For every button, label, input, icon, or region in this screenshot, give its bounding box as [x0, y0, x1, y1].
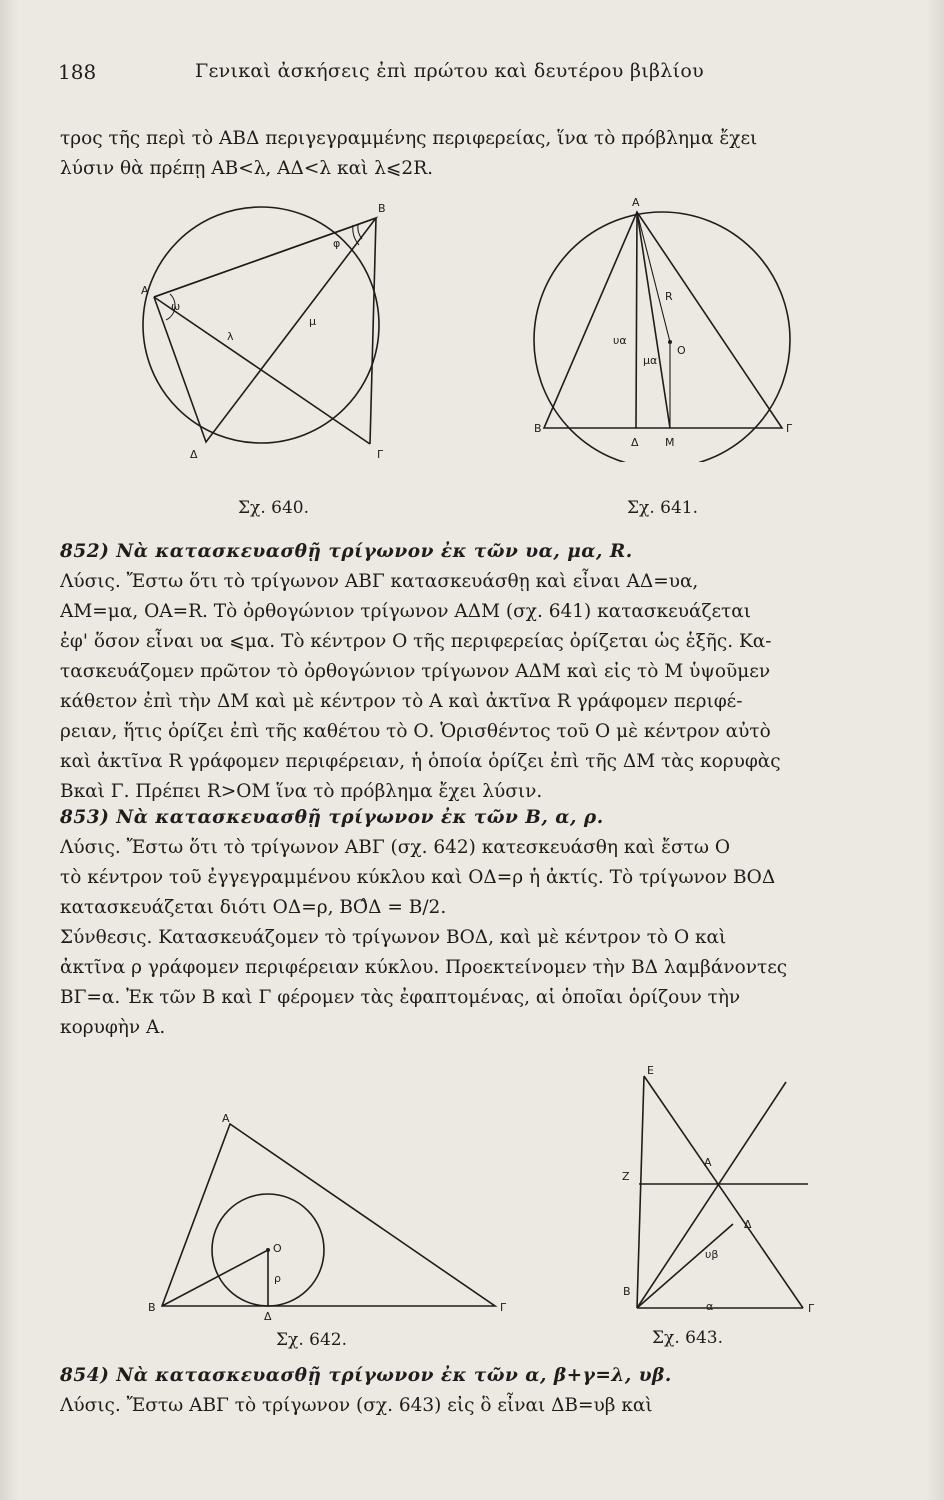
- label-R: R: [665, 290, 673, 303]
- label-D: Δ: [631, 436, 639, 449]
- center-O: [266, 1248, 270, 1252]
- problem-853: [60, 803, 902, 1043]
- label-D: Δ: [744, 1218, 752, 1231]
- median-AM: [637, 212, 670, 428]
- p852-line-4: τασκευάζομεν πρῶτον τὸ ὀρθογώνιον τρίγωνον ΑΔΜ καὶ εἰς τὸ Μ ὑψοῦμεν: [60, 661, 771, 682]
- line-BA-extended: [637, 1082, 786, 1308]
- label-D: Δ: [190, 448, 198, 461]
- page-number: 188: [58, 60, 97, 84]
- label-E: E: [647, 1064, 654, 1077]
- label-rho: ρ: [274, 1272, 281, 1285]
- p854-line-1: Λύσις. Ἔστω ΑΒΓ τὸ τρίγωνον (σχ. 643) εἰς ὃ εἶναι ΔΒ=υβ καὶ: [60, 1395, 653, 1416]
- label-A: A: [222, 1112, 230, 1125]
- intro-paragraph: [60, 124, 902, 184]
- label-u-a: υα: [613, 334, 627, 347]
- p853-line-3: κατασκευάζεται διότι ΟΔ=ρ, ΒΟ̂Δ = Β/2.: [60, 897, 447, 918]
- p853-synthesis-4: κορυφὴν Α.: [60, 1017, 166, 1038]
- line-EG: [644, 1076, 803, 1308]
- figure-641: [520, 192, 820, 462]
- problem-852: [60, 537, 902, 807]
- label-A: A: [704, 1156, 712, 1169]
- p852-line-1: Λύσις. Ἔστω ὅτι τὸ τρίγωνον ΑΒΓ κατασκευάσθῃ καὶ εἶναι ΑΔ=υα,: [60, 571, 699, 592]
- quadrilateral-ABD: [154, 218, 376, 442]
- p852-line-7: καὶ ἀκτῖνα R γράφομεν περιφέρειαν, ἡ ὁποία ὁρίζει ἐπὶ τῆς ΔΜ τὰς κορυφὰς: [60, 751, 781, 772]
- p853-line-1: Λύσις. Ἔστω ὅτι τὸ τρίγωνον ΑΒΓ (σχ. 642) κατεσκευάσθη καὶ ἔστω Ο: [60, 837, 731, 858]
- label-lambda: λ: [227, 330, 234, 343]
- circumcircle: [143, 207, 379, 443]
- label-phi: φ: [333, 237, 341, 250]
- p852-line-8: Βκαὶ Γ. Πρέπει R>ΟΜ ἵνα τὸ πρόβλημα ἔχει λύσιν.: [60, 781, 543, 802]
- running-title: Γενικαὶ ἀσκήσεις ἐπὶ πρώτου καὶ δευτέρου βιβλίου: [195, 60, 704, 82]
- caption-643: Σχ. 643.: [652, 1328, 723, 1348]
- label-G: Γ: [786, 422, 793, 435]
- label-G: Γ: [808, 1302, 815, 1315]
- figure-640: [130, 192, 420, 482]
- label-B: B: [378, 202, 386, 215]
- side-BG: [370, 218, 376, 444]
- label-A: A: [632, 196, 640, 209]
- intro-line-1: τρος τῆς περὶ τὸ ΑΒΔ περιγεγραμμένης περιφερείας, ἵνα τὸ πρόβλημα ἔχει: [60, 128, 758, 149]
- figure-642: [140, 1110, 520, 1320]
- page-header: [58, 60, 878, 90]
- diagonal-AG: [154, 297, 370, 444]
- p853-synthesis-2: ἀκτῖνα ρ γράφομεν περιφέρειαν κύκλου. Προεκτείνομεν τὴν ΒΔ λαμβάνοντες: [60, 957, 788, 978]
- intro-line-2: λύσιν θὰ πρέπῃ ΑΒ<λ, ΑΔ<λ καὶ λ⩽2R.: [60, 158, 433, 179]
- problem-854: [60, 1361, 902, 1421]
- segment-EB: [637, 1076, 644, 1308]
- figure-643: [600, 1062, 840, 1322]
- label-omega: ω: [171, 300, 181, 313]
- label-u-b: υβ: [705, 1248, 719, 1261]
- caption-641: Σχ. 641.: [627, 498, 698, 518]
- label-G: Γ: [500, 1301, 507, 1314]
- segment-BO: [162, 1250, 268, 1306]
- label-mu-a: μα: [643, 354, 658, 367]
- label-D: Δ: [264, 1310, 272, 1320]
- altitude-AD: [636, 212, 637, 428]
- heading-852: 852) Νὰ κατασκευασθῇ τρίγωνον ἐκ τῶν υα, μα, R.: [60, 541, 633, 562]
- label-Z: Z: [622, 1170, 630, 1183]
- p852-line-3: ἐφ' ὅσον εἶναι υα ⩽μα. Τὸ κέντρον Ο τῆς περιφερείας ὁρίζεται ὡς ἑξῆς. Κα-: [60, 631, 772, 652]
- caption-640: Σχ. 640.: [238, 498, 309, 518]
- label-M: M: [665, 436, 675, 449]
- label-O: O: [273, 1242, 282, 1255]
- p853-synthesis-3: ΒΓ=α. Ἐκ τῶν Β καὶ Γ φέρομεν τὰς ἐφαπτομένας, αἱ ὁποῖαι ὁρίζουν τὴν: [60, 987, 741, 1008]
- p852-line-6: ρειαν, ἥτις ὁρίζει ἐπὶ τῆς καθέτου τὸ Ο. Ὁρισθέντος τοῦ Ο μὲ κέντρον αὐτὸ: [60, 721, 771, 742]
- p852-line-2: ΑΜ=μα, ΟΑ=R. Τὸ ὀρθογώνιον τρίγωνον ΑΔΜ (σχ. 641) κατασκευάζεται: [60, 601, 752, 622]
- label-B: B: [534, 422, 542, 435]
- p853-synthesis-1: Σύνθεσις. Κατασκευάζομεν τὸ τρίγωνον ΒΟΔ, καὶ μὲ κέντρον τὸ Ο καὶ: [60, 927, 727, 948]
- p852-line-5: κάθετον ἐπὶ τὴν ΔΜ καὶ μὲ κέντρον τὸ Α καὶ ἀκτῖνα R γράφομεν περιφέ-: [60, 691, 743, 712]
- caption-642: Σχ. 642.: [276, 1330, 347, 1350]
- triangle-ABG: [162, 1124, 495, 1306]
- label-G: Γ: [377, 448, 384, 461]
- label-A: A: [141, 284, 149, 297]
- p853-line-2: τὸ κέντρον τοῦ ἐγγεγραμμένου κύκλου καὶ ΟΔ=ρ ἡ ἀκτίς. Τὸ τρίγωνον ΒΟΔ: [60, 867, 776, 888]
- heading-853: 853) Νὰ κατασκευασθῇ τρίγωνον ἐκ τῶν Β, α, ρ.: [60, 807, 604, 828]
- heading-854: 854) Νὰ κατασκευασθῇ τρίγωνον ἐκ τῶν α, β+γ=λ, υβ.: [60, 1365, 672, 1386]
- center-O: [668, 340, 672, 344]
- side-AB: [154, 218, 376, 297]
- label-B: B: [148, 1301, 156, 1314]
- label-mu: μ: [309, 315, 316, 328]
- label-a: α: [706, 1300, 714, 1313]
- label-B: B: [623, 1285, 631, 1298]
- label-O: O: [677, 344, 686, 357]
